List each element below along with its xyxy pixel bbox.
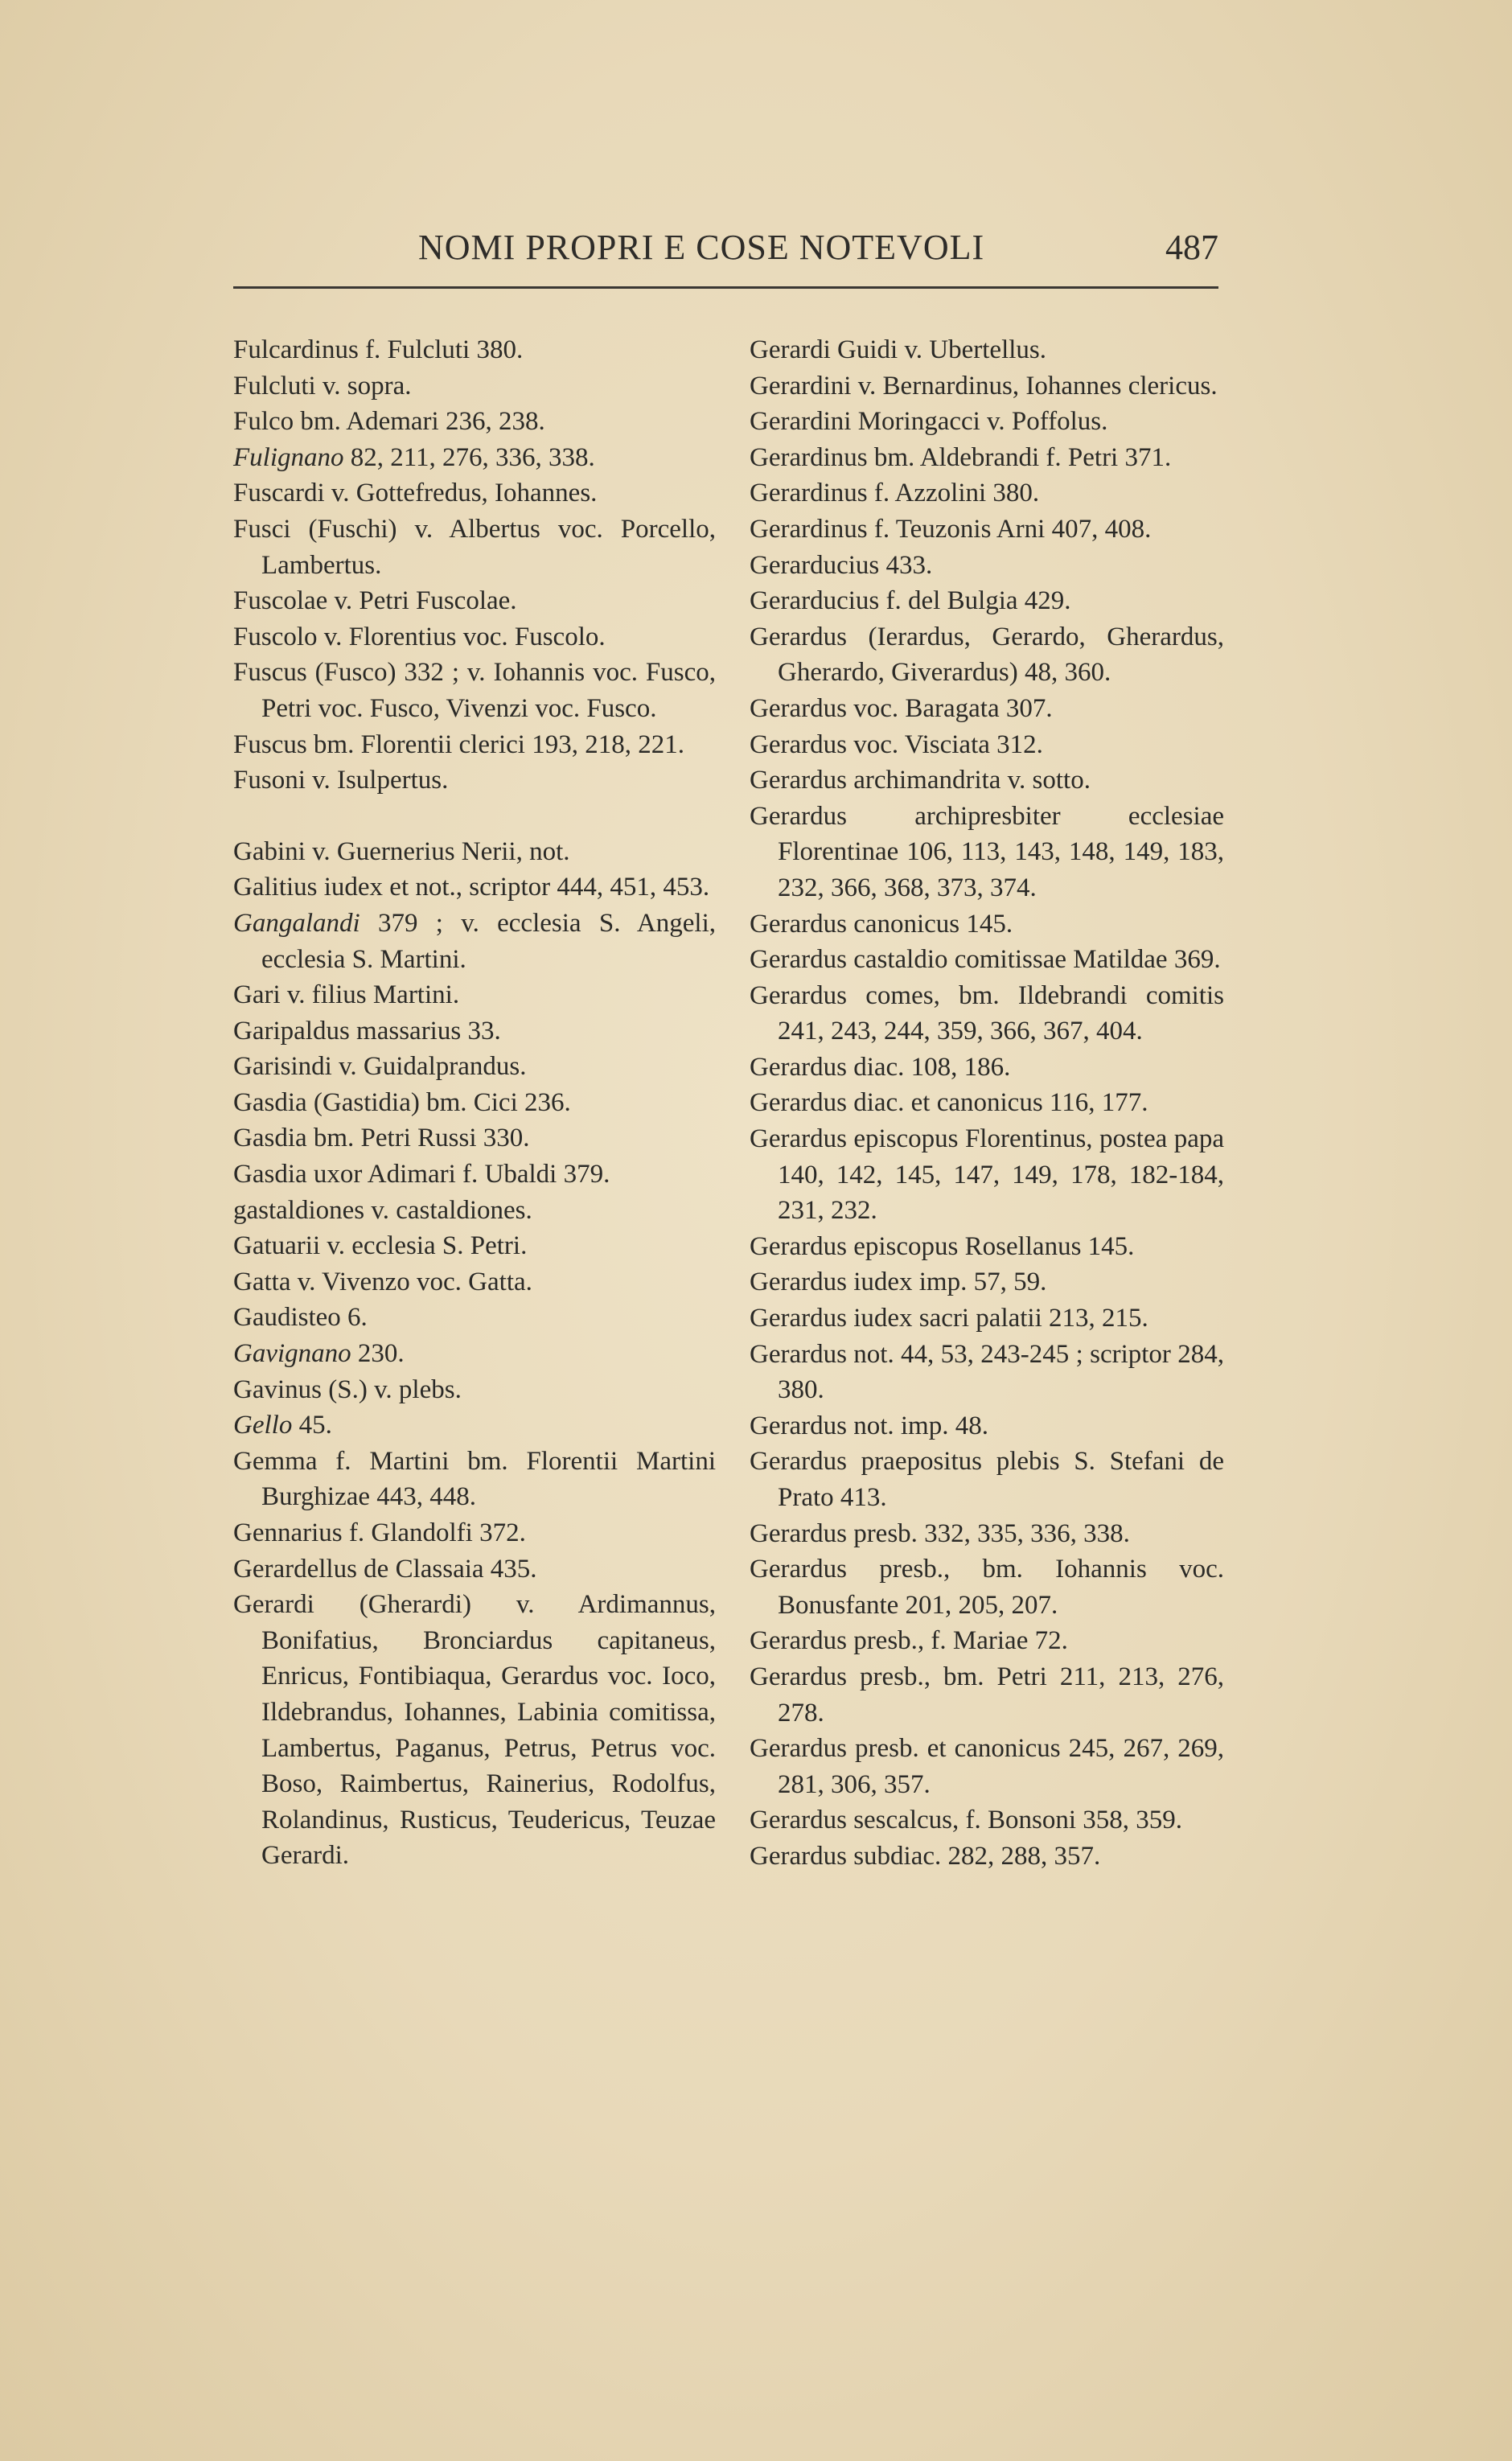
index-entry: Gangalandi 379 ; v. ecclesia S. Angeli, ecclesia S. Martini.	[233, 908, 716, 974]
index-entry: Gatuarii v. ecclesia S. Petri.	[233, 1231, 528, 1261]
index-entry: Gerardus sescalcus, f. Bonsoni 358, 359.	[750, 1806, 1182, 1835]
index-entry: Gerardini Moringacci v. Poffolus.	[750, 407, 1108, 437]
running-title: NOMI PROPRI E COSE NOTEVOLI	[418, 228, 985, 267]
index-entry: Gerardinus f. Azzolini 380.	[750, 479, 1040, 508]
index-entry: Gerardus not. imp. 48.	[750, 1411, 988, 1440]
index-entry: Gerardus presb., f. Mariae 72.	[750, 1626, 1068, 1656]
index-entry: Fusci (Fuschi) v. Albertus voc. Porcello, Lambertus.	[233, 514, 716, 580]
index-entry: Gatta v. Vivenzo voc. Gatta.	[233, 1267, 532, 1296]
index-entry: Galitius iudex et not., scriptor 444, 451, 453.	[233, 873, 710, 902]
index-column-right	[750, 332, 1224, 1875]
index-entry: Gasdia uxor Adimari f. Ubaldi 379.	[233, 1160, 610, 1189]
index-entry: Gerardellus de Classaia 435.	[233, 1554, 537, 1584]
index-entry: Gello 45.	[233, 1411, 332, 1440]
index-entry: Gavignano 230.	[233, 1339, 405, 1369]
index-entry: Gerardus presb., bm. Petri 211, 213, 276, 278.	[750, 1662, 1224, 1728]
page-number: 487	[1165, 228, 1218, 267]
index-entry: Gerardus (Ierardus, Gerardo, Gherardus, Gherardo, Giverardus) 48, 360.	[750, 622, 1224, 688]
index-entry: Gari v. filius Martini.	[233, 980, 460, 1010]
index-entry: Gerardus not. 44, 53, 243-245 ; scriptor 284, 380.	[750, 1339, 1224, 1405]
index-entry: Gerardus praepositus plebis S. Stefani de Prato 413.	[750, 1447, 1224, 1512]
index-entry: Gerardus diac. et canonicus 116, 177.	[750, 1088, 1148, 1118]
index-entry: Fulco bm. Ademari 236, 238.	[233, 407, 545, 437]
index-entry: Gerardus voc. Baragata 307.	[750, 693, 1053, 723]
index-entry: Fulignano 82, 211, 276, 336, 338.	[233, 442, 595, 472]
index-entry: Gabini v. Guernerius Nerii, not.	[233, 836, 570, 866]
index-entry: Gerardus episcopus Florentinus, postea papa 140, 142, 145, 147, 149, 178, 182-184, 231, 232.	[750, 1124, 1224, 1226]
index-entry: Gerardini v. Bernardinus, Iohannes clericus.	[750, 371, 1218, 401]
index-entry: Fulcluti v. sopra.	[233, 371, 412, 401]
index-entry: Gaudisteo 6.	[233, 1303, 368, 1333]
index-entry: Gennarius f. Glandolfi 372.	[233, 1518, 526, 1547]
index-entry: Fuscolo v. Florentius voc. Fuscolo.	[233, 622, 606, 651]
index-entry: Fuscardi v. Gottefredus, Iohannes.	[233, 479, 598, 508]
index-entry: Gerardus archimandrita v. sotto.	[750, 766, 1091, 795]
index-entry: Gerardus presb., bm. Iohannis voc. Bonusfante 201, 205, 207.	[750, 1555, 1224, 1620]
index-entry: Gerarducius 433.	[750, 550, 933, 580]
index-entry: Gerardus archipresbiter ecclesiae Florentinae 106, 113, 143, 148, 149, 183, 232, 366, 368, 373, 374.	[750, 801, 1224, 902]
index-entry: Gerardus subdiac. 282, 288, 357.	[750, 1841, 1101, 1871]
index-entry: Gerardus castaldio comitissae Matildae 369.	[750, 945, 1221, 975]
index-entry: Fuscus (Fusco) 332 ; v. Iohannis voc. Fusco, Petri voc. Fusco, Vivenzi voc. Fusco.	[233, 658, 716, 723]
index-entry: Gerardi Guidi v. Ubertellus.	[750, 335, 1047, 364]
index-entry: Gerardinus f. Teuzonis Arni 407, 408.	[750, 514, 1152, 544]
index-entry: Gerarducius f. del Bulgia 429.	[750, 586, 1071, 616]
index-entry: Fuscus bm. Florentii clerici 193, 218, 221.	[233, 729, 684, 759]
index-entry: Fuscolae v. Petri Fuscolae.	[233, 586, 517, 616]
index-entry: Gerardus iudex imp. 57, 59.	[750, 1267, 1047, 1297]
index-entry: Garisindi v. Guidalprandus.	[233, 1052, 527, 1082]
header-rule	[233, 286, 1218, 289]
index-entry: Gerardus presb. 332, 335, 336, 338.	[750, 1518, 1130, 1548]
index-entry: Gemma f. Martini bm. Florentii Martini Burghizae 443, 448.	[233, 1446, 716, 1512]
page-header	[233, 227, 1218, 291]
index-column-left	[233, 332, 716, 1874]
index-entry: Gasdia bm. Petri Russi 330.	[233, 1124, 530, 1153]
index-entry: Gerardus comes, bm. Ildebrandi comitis 241, 243, 244, 359, 366, 367, 404.	[750, 980, 1224, 1046]
section-gap	[233, 799, 716, 834]
index-entry: Gerardus episcopus Rosellanus 145.	[750, 1231, 1135, 1261]
index-entry: Gerardus iudex sacri palatii 213, 215.	[750, 1304, 1148, 1333]
index-entry: Fusoni v. Isulpertus.	[233, 766, 449, 795]
index-entry: Garipaldus massarius 33.	[233, 1016, 501, 1046]
index-entry: Gerardinus bm. Aldebrandi f. Petri 371.	[750, 442, 1172, 472]
index-entry: Fulcardinus f. Fulcluti 380.	[233, 335, 524, 364]
index-entry: Gerardus diac. 108, 186.	[750, 1052, 1011, 1082]
index-entry: Gavinus (S.) v. plebs.	[233, 1374, 462, 1404]
index-entry: Gerardus canonicus 145.	[750, 909, 1013, 939]
index-entry: Gasdia (Gastidia) bm. Cici 236.	[233, 1087, 571, 1117]
index-entry: gastaldiones v. castaldiones.	[233, 1195, 532, 1225]
index-entry: Gerardi (Gherardi) v. Ardimannus, Bonifatius, Bronciardus capitaneus, Enricus, Fontibiaqua, Gerardus voc. Ioco, Ildebrandus, Iohannes, Labinia comitissa, Lambertus, Paganus, Petrus, Petrus voc. Boso, Raimbertus, Rainerius, Rodolfus, Rolandinus, Rusticus, Teudericus, Teuzae Gerardi.	[233, 1590, 716, 1871]
index-entry: Gerardus voc. Visciata 312.	[750, 729, 1043, 759]
index-entry: Gerardus presb. et canonicus 245, 267, 269, 281, 306, 357.	[750, 1734, 1224, 1799]
